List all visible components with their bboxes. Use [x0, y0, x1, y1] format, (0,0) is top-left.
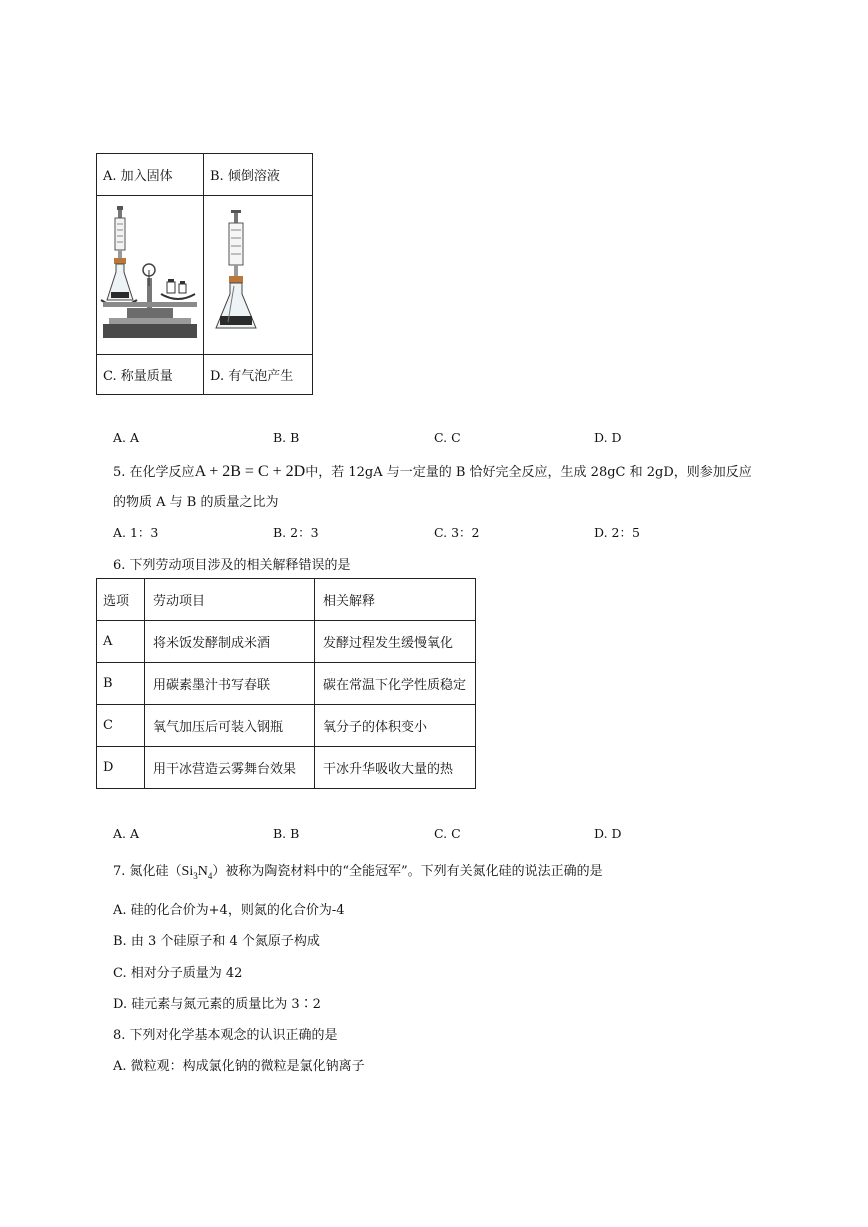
q4-image-table [96, 153, 313, 395]
q6-cell: 氧气加压后可装入钢瓶 [145, 705, 315, 747]
q4-option-b: B. B [273, 430, 300, 445]
q6-cell: 碳在常温下化学性质稳定 [315, 663, 476, 705]
q7-option-c: C. 相对分子质量为 42 [113, 966, 243, 981]
q6-option-d: D. D [594, 826, 622, 841]
q6-header-option: 选项 [97, 579, 145, 621]
cell-a-label: A. 加入固体 [97, 154, 204, 196]
q5-post: 中，若 12gA 与一定量的 B 恰好完全反应，生成 28gC 和 2gD，则参加反应 [305, 465, 752, 480]
table-row [97, 663, 476, 705]
table-row [97, 621, 476, 663]
q6-cell: C [97, 705, 145, 747]
q7-si: Si [181, 864, 194, 879]
q5-option-b: B. 2：3 [273, 525, 319, 540]
q6-header-row [97, 579, 476, 621]
q5-number: 5. [113, 465, 126, 480]
q7-formula [182, 864, 213, 879]
q7-pre: 7. 氮化硅（ [113, 864, 182, 879]
q7-post: ）被称为陶瓷材料中的“全能冠军”。下列有关氮化硅的说法正确的是 [212, 864, 603, 879]
q6-cell: 发酵过程发生缓慢氧化 [315, 621, 476, 663]
q6-stem: 6. 下列劳动项目涉及的相关解释错误的是 [113, 558, 351, 573]
cell-balance-image [97, 196, 204, 355]
cell-d-label: D. 有气泡产生 [204, 355, 313, 395]
cell-c-label: C. 称量质量 [97, 355, 204, 395]
q7-n: N [197, 864, 208, 879]
q5-option-a: A. 1：3 [113, 525, 159, 540]
q7-option-a: A. 硅的化合价为+4，则氮的化合价为-4 [113, 903, 345, 918]
q6-cell: A [97, 621, 145, 663]
flask-syringe-icon [204, 196, 312, 350]
q6-cell: 氧分子的体积变小 [315, 705, 476, 747]
q7-stem [113, 860, 603, 881]
q4-option-c: C. C [434, 430, 461, 445]
q6-header-project: 劳动项目 [145, 579, 315, 621]
q6-cell: 用碳素墨汁书写春联 [145, 663, 315, 705]
q5-option-c: C. 3：2 [434, 525, 480, 540]
balance-syringe-icon [97, 196, 203, 350]
q6-cell: D [97, 747, 145, 789]
q6-cell: 干冰升华吸收大量的热 [315, 747, 476, 789]
q6-cell: B [97, 663, 145, 705]
table-row [97, 705, 476, 747]
q8-option-a: A. 微粒观：构成氯化钠的微粒是氯化钠离子 [113, 1059, 365, 1074]
q4-option-a: A. A [113, 430, 140, 445]
q6-option-c: C. C [434, 826, 461, 841]
q5-line2: 的物质 A 与 B 的质量之比为 [113, 495, 279, 510]
q7-option-d: D. 硅元素与氮元素的质量比为 3∶2 [113, 997, 321, 1012]
q5-pre: 在化学反应 [129, 465, 195, 480]
q7-n-sub: 4 [207, 870, 213, 881]
table-row [97, 747, 476, 789]
q5-equation: A + 2B = C + 2D [194, 463, 306, 480]
q4-option-d: D. D [594, 430, 622, 445]
q8-stem: 8. 下列对化学基本观念的认识正确的是 [113, 1028, 338, 1043]
cell-b-label: B. 倾倒溶液 [204, 154, 313, 196]
cell-flask-image [204, 196, 313, 355]
q6-table [96, 578, 476, 789]
q6-option-b: B. B [273, 826, 300, 841]
q5-stem [113, 461, 752, 481]
q5-option-d: D. 2：5 [594, 525, 640, 540]
q6-cell: 用干冰营造云雾舞台效果 [145, 747, 315, 789]
q6-header-explain: 相关解释 [315, 579, 476, 621]
q7-si-sub: 3 [193, 870, 198, 881]
q7-option-b: B. 由 3 个硅原子和 4 个氮原子构成 [113, 934, 320, 949]
q6-cell: 将米饭发酵制成米酒 [145, 621, 315, 663]
q6-option-a: A. A [113, 826, 140, 841]
